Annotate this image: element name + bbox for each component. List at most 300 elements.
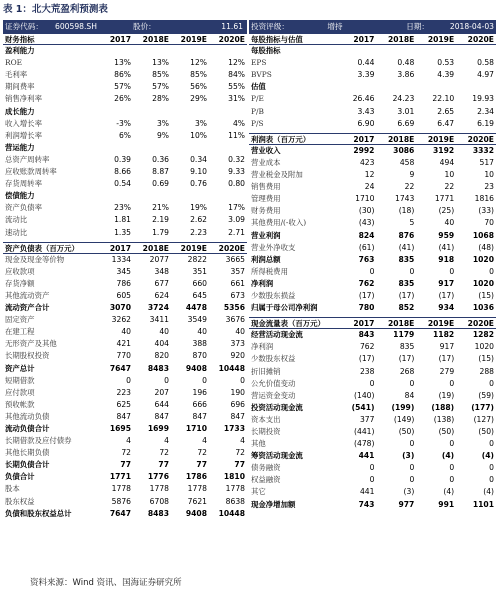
value-cell: 870 <box>192 351 207 361</box>
value-cell: 1743 <box>394 194 415 204</box>
row-label: 短期借款 <box>5 375 35 385</box>
value-cell: (3) <box>403 487 415 497</box>
value-cell: 72 <box>197 448 207 458</box>
table-row <box>249 390 496 402</box>
table-row <box>3 459 247 471</box>
row-label: 长期投资 <box>251 427 281 436</box>
value-cell: 1020 <box>474 342 494 352</box>
value-cell: 1710 <box>185 424 207 433</box>
report-title: 表 1：北大荒盈利预测表 <box>3 4 108 15</box>
value-cell: 77 <box>196 460 207 470</box>
value-cell: (17) <box>398 290 415 300</box>
value-cell: 6.19 <box>477 118 494 128</box>
value-cell: 10448 <box>218 363 245 373</box>
value-cell: 6.69 <box>397 118 415 128</box>
value-cell: 22 <box>404 182 415 192</box>
row-label: 所得税费用 <box>251 266 288 276</box>
value-cell: 9408 <box>185 363 207 373</box>
value-cell: 4% <box>232 118 245 128</box>
value-cell: 991 <box>438 499 455 509</box>
value-cell: 388 <box>192 339 207 349</box>
value-cell: 0 <box>449 439 455 449</box>
row-label: 每股指标与估值 <box>251 35 303 44</box>
row-label: 盈利能力 <box>5 46 35 56</box>
value-cell <box>133 106 171 118</box>
value-cell: (61) <box>358 242 375 252</box>
value-cell: 1816 <box>474 194 494 204</box>
value-cell: 3% <box>194 118 207 128</box>
row-label: 其他费用/(-收入) <box>251 218 307 228</box>
value-cell: 2017 <box>109 243 131 253</box>
table-row <box>3 314 247 326</box>
row-label: 其他流动负债 <box>5 411 50 421</box>
table-row <box>249 242 496 254</box>
value-cell: 26.46 <box>352 94 375 104</box>
value-cell: 0.34 <box>190 154 207 164</box>
value-cell: 441 <box>358 451 375 461</box>
value-cell: 9.10 <box>190 167 207 177</box>
table-row <box>249 329 496 341</box>
value-cell: 677 <box>154 278 169 288</box>
value-cell: (19) <box>438 390 455 400</box>
table-row <box>3 375 247 387</box>
value-cell <box>171 190 209 202</box>
value-cell: 458 <box>399 157 415 167</box>
value-cell: 345 <box>116 266 131 276</box>
table-row <box>249 499 496 511</box>
row-label: 总资产周转率 <box>5 154 50 164</box>
value-cell: 2018E <box>387 134 415 144</box>
value-cell: 1699 <box>147 424 169 433</box>
value-cell: 1778 <box>187 484 207 494</box>
value-cell: (50) <box>438 427 455 436</box>
value-cell: 2020E <box>467 35 494 44</box>
value-cell: 3.39 <box>357 70 375 80</box>
value-cell: (4) <box>483 487 494 497</box>
value-cell: 2020E <box>218 243 245 253</box>
rating-label: 投资评级： <box>251 22 289 31</box>
table-group-label <box>3 106 247 118</box>
financial-indicators-panel <box>3 20 247 520</box>
value-cell: 72 <box>121 448 131 458</box>
value-cell: 0.54 <box>114 179 131 189</box>
table-row <box>249 402 496 414</box>
table-row <box>249 157 496 169</box>
row-label: 股东权益 <box>5 496 35 506</box>
value-cell: 2822 <box>187 254 207 264</box>
row-label: 流动负债合计 <box>5 424 50 433</box>
value-cell: 770 <box>116 351 131 361</box>
table-row <box>249 118 496 130</box>
value-cell: 0.36 <box>152 154 169 164</box>
table-row <box>249 353 496 365</box>
table-row <box>3 338 247 350</box>
value-cell: 77 <box>120 460 131 470</box>
row-label: 净利润 <box>251 278 274 288</box>
row-label: 其他流动资产 <box>5 290 50 300</box>
value-cell: -3% <box>116 118 131 128</box>
row-label: 应收款项 <box>5 266 35 276</box>
row-label: P/B <box>251 106 264 116</box>
value-cell: 1020 <box>472 278 494 288</box>
value-cell: 56% <box>190 82 207 92</box>
value-cell: 3192 <box>433 145 455 155</box>
value-cell: 824 <box>358 230 375 240</box>
table-row <box>249 426 496 438</box>
value-cell: 2019E <box>427 134 455 144</box>
value-cell: 696 <box>230 399 245 409</box>
value-cell: 917 <box>439 342 455 352</box>
price-value: 11.61 <box>221 22 243 31</box>
value-cell: 5356 <box>223 303 245 313</box>
value-cell: 8483 <box>147 363 169 373</box>
value-cell: (127) <box>473 414 494 424</box>
value-cell: 876 <box>398 230 415 240</box>
table-section-header <box>249 317 496 329</box>
value-cell: 2.19 <box>152 215 169 225</box>
value-cell: 7647 <box>109 363 131 373</box>
value-cell: 10448 <box>218 508 245 518</box>
table-row <box>249 462 496 474</box>
table-row <box>3 154 247 166</box>
row-label: 资产负债率 <box>5 203 42 213</box>
value-cell: 84 <box>404 390 415 400</box>
row-label: 资产负债表（百万元） <box>5 243 79 253</box>
value-cell: 72 <box>235 448 245 458</box>
row-label: 存货净额 <box>5 278 35 288</box>
value-cell: 0 <box>369 475 375 485</box>
value-cell: 377 <box>359 414 375 424</box>
value-cell: 2017 <box>353 134 375 144</box>
value-cell: 1778 <box>111 484 131 494</box>
value-cell: 6.47 <box>437 118 455 128</box>
right-table <box>249 33 496 511</box>
value-cell: (149) <box>393 414 415 424</box>
row-label: 毛利率 <box>5 70 28 80</box>
value-cell: 85% <box>190 70 207 80</box>
value-cell: 2017 <box>353 319 375 329</box>
value-cell: (188) <box>431 402 455 412</box>
value-cell: (50) <box>478 427 494 436</box>
value-cell: 0.80 <box>228 179 245 189</box>
table-section-header <box>3 33 247 45</box>
value-cell: 40 <box>444 218 455 228</box>
value-cell: 847 <box>154 411 169 421</box>
value-cell: 1.35 <box>114 227 131 237</box>
value-cell: 22 <box>444 182 455 192</box>
value-cell: 852 <box>398 303 415 313</box>
value-cell: 2.23 <box>190 227 207 237</box>
value-cell: 1179 <box>393 330 415 340</box>
table-row <box>249 290 496 302</box>
value-cell: 1020 <box>472 254 494 264</box>
value-cell: 0 <box>489 266 494 276</box>
value-cell: 660 <box>192 278 207 288</box>
value-cell: 12% <box>190 58 207 68</box>
row-label: 长期负债合计 <box>5 460 50 470</box>
value-cell: (48) <box>478 242 494 252</box>
value-cell: 762 <box>359 342 375 352</box>
row-label: 营业收入 <box>251 145 281 155</box>
table-row <box>3 471 247 483</box>
value-cell: 40 <box>235 327 245 337</box>
row-label: 速动比 <box>5 227 28 237</box>
value-cell: 0 <box>489 463 494 473</box>
value-cell <box>133 45 171 57</box>
table-row <box>249 69 496 81</box>
row-label: 其它 <box>251 487 266 497</box>
value-cell: 605 <box>116 290 131 300</box>
value-cell: 86% <box>114 70 131 80</box>
value-cell: 1695 <box>109 424 131 433</box>
table-row <box>249 450 496 462</box>
row-label: 预收帐款 <box>5 399 35 409</box>
row-label: 流动比 <box>5 215 28 225</box>
source-footnote: 资料来源：Wind 资讯、国海证券研究所 <box>30 578 182 588</box>
value-cell: (25) <box>438 206 455 216</box>
value-cell: 9 <box>409 170 415 180</box>
value-cell <box>95 45 133 57</box>
table-row <box>3 483 247 495</box>
value-cell: 17% <box>228 203 245 213</box>
table-row <box>249 366 496 378</box>
value-cell: 12% <box>228 58 245 68</box>
value-cell: 57% <box>152 82 169 92</box>
value-cell: (3) <box>402 451 415 461</box>
value-cell: 3.43 <box>357 106 375 116</box>
value-cell: 920 <box>230 351 245 361</box>
row-label: 筹资活动现金流 <box>251 451 303 461</box>
value-cell: 57% <box>114 82 131 92</box>
value-cell: 8.87 <box>152 167 169 177</box>
value-cell: 2077 <box>149 254 169 264</box>
row-label: 现金净增加额 <box>251 499 296 509</box>
row-label: 股本 <box>5 484 20 494</box>
table-row <box>3 178 247 190</box>
table-group-label <box>3 45 247 57</box>
table-row <box>249 254 496 266</box>
value-cell: 8638 <box>225 496 245 506</box>
value-cell: 19% <box>190 203 207 213</box>
date-value: 2018-04-03 <box>449 22 494 31</box>
table-row <box>249 302 496 314</box>
value-cell: 357 <box>230 266 245 276</box>
row-label: 在建工程 <box>5 327 35 337</box>
value-cell: 190 <box>230 387 245 397</box>
value-cell: 8.66 <box>114 167 131 177</box>
row-label: 营业成本 <box>251 157 281 167</box>
value-cell: 5876 <box>111 496 131 506</box>
value-cell: 84% <box>228 70 245 80</box>
value-cell <box>209 190 247 202</box>
value-cell: 1776 <box>147 472 169 482</box>
row-label: 资本支出 <box>251 414 281 424</box>
row-label: 债务融资 <box>251 463 281 473</box>
value-cell: 4 <box>126 436 131 446</box>
value-cell: 847 <box>116 411 131 421</box>
value-cell: 7621 <box>187 496 207 506</box>
value-cell: 0 <box>489 475 494 485</box>
table-row <box>249 106 496 118</box>
value-cell: 12 <box>364 170 375 180</box>
value-cell: 2018E <box>387 35 415 44</box>
value-cell: 0 <box>164 375 169 385</box>
value-cell: 441 <box>359 487 375 497</box>
value-cell: 19.93 <box>472 94 494 104</box>
value-cell: (33) <box>478 206 494 216</box>
value-cell: 0 <box>369 266 375 276</box>
table-row <box>3 214 247 226</box>
value-cell: 4 <box>240 436 245 446</box>
row-label: P/S <box>251 118 264 128</box>
row-label: 存货周转率 <box>5 179 42 189</box>
value-cell: 3070 <box>109 303 131 313</box>
value-cell <box>133 142 171 154</box>
table-row <box>3 302 247 314</box>
value-cell: 0.39 <box>114 154 131 164</box>
row-label: 营业外净收支 <box>251 242 296 252</box>
value-cell: 0 <box>409 463 415 473</box>
value-cell: 843 <box>358 330 375 340</box>
date-label: 日期： <box>406 22 429 31</box>
value-cell: 9% <box>156 130 169 140</box>
table-row <box>3 399 247 411</box>
row-label: 投资活动现金流 <box>251 402 303 412</box>
value-cell: (140) <box>354 390 375 400</box>
value-cell: (4) <box>441 451 455 461</box>
table-row <box>3 326 247 338</box>
value-cell: 2.34 <box>477 106 494 116</box>
value-cell <box>209 45 247 57</box>
value-cell: 0 <box>126 375 131 385</box>
value-cell: 13% <box>114 58 131 68</box>
value-cell: (43) <box>358 218 375 228</box>
row-label: 长期股权投资 <box>5 351 50 361</box>
value-cell: (15) <box>478 290 494 300</box>
value-cell: 2019E <box>180 243 207 253</box>
value-cell: 23 <box>484 182 494 192</box>
value-cell: 1810 <box>223 472 245 482</box>
table-row <box>3 350 247 362</box>
value-cell: 288 <box>479 366 494 376</box>
row-label: 销售费用 <box>251 182 281 192</box>
value-cell: 3.86 <box>397 70 415 80</box>
value-cell <box>337 45 377 57</box>
value-cell: 0 <box>449 475 455 485</box>
value-cell: 661 <box>230 278 245 288</box>
row-label: 每股指标 <box>251 46 281 56</box>
row-label: 归属于母公司净利润 <box>251 303 318 313</box>
value-cell: 0 <box>449 378 455 388</box>
value-cell: (4) <box>481 451 494 461</box>
table-row <box>3 435 247 447</box>
value-cell: 666 <box>192 399 207 409</box>
value-cell <box>376 81 416 93</box>
value-cell: 373 <box>230 339 245 349</box>
value-cell: 0.69 <box>152 179 169 189</box>
value-cell: (199) <box>391 402 415 412</box>
value-cell: 1786 <box>185 472 207 482</box>
value-cell: 223 <box>116 387 131 397</box>
value-cell: 0 <box>369 378 375 388</box>
left-table <box>3 33 247 520</box>
value-cell: 2992 <box>353 145 375 155</box>
value-cell: 2.62 <box>190 215 207 225</box>
value-cell: 0 <box>202 375 207 385</box>
value-cell <box>95 106 133 118</box>
value-cell: 1771 <box>434 194 455 204</box>
value-cell: 1778 <box>149 484 169 494</box>
row-label: 管理费用 <box>251 194 281 204</box>
table-row <box>3 69 247 81</box>
table-row <box>249 169 496 181</box>
value-cell <box>416 45 456 57</box>
value-cell: 780 <box>358 303 375 313</box>
row-label: 收入增长率 <box>5 118 42 128</box>
table-group-label <box>249 81 496 93</box>
value-cell: 40 <box>121 327 131 337</box>
value-cell: (17) <box>438 290 455 300</box>
value-cell: 13% <box>152 58 169 68</box>
value-cell: 0 <box>489 439 494 449</box>
value-cell: 1.79 <box>152 227 169 237</box>
value-cell <box>209 106 247 118</box>
row-label: 现金流量表（百万元） <box>251 319 325 329</box>
value-cell <box>171 45 209 57</box>
value-cell: 8483 <box>147 508 169 518</box>
table-row <box>249 486 496 498</box>
row-label: 偿债能力 <box>5 191 35 201</box>
table-row <box>249 378 496 390</box>
table-row <box>249 193 496 205</box>
value-cell: 28% <box>152 94 169 104</box>
right-header-bar <box>249 20 496 33</box>
value-cell: 2.71 <box>228 227 245 237</box>
value-cell <box>416 81 456 93</box>
table-row <box>3 57 247 69</box>
value-cell: 2018E <box>142 35 169 44</box>
value-cell: 0.76 <box>190 179 207 189</box>
value-cell: (17) <box>358 290 375 300</box>
value-cell: 77 <box>234 460 245 470</box>
table-section-header <box>249 33 496 45</box>
value-cell <box>171 142 209 154</box>
value-cell: 85% <box>152 70 169 80</box>
price-label: 股价： <box>133 22 156 31</box>
value-cell: 9408 <box>185 508 207 518</box>
value-cell: 3724 <box>147 303 169 313</box>
row-label: 利润表（百万元） <box>251 134 311 144</box>
value-cell: 4 <box>202 436 207 446</box>
value-cell: 4.39 <box>437 70 455 80</box>
value-cell: 26% <box>114 94 131 104</box>
value-cell: 762 <box>358 278 375 288</box>
value-cell: 5 <box>409 218 415 228</box>
value-cell: 1771 <box>109 472 131 482</box>
value-cell: (441) <box>354 427 375 436</box>
left-header-bar <box>3 20 247 33</box>
value-cell: 2020E <box>467 319 494 329</box>
row-label: 利润增长率 <box>5 130 42 140</box>
value-cell: (138) <box>433 414 455 424</box>
value-cell: 29% <box>190 94 207 104</box>
value-cell: 4.97 <box>477 70 494 80</box>
value-cell: 0 <box>449 266 455 276</box>
value-cell: 7647 <box>109 508 131 518</box>
table-row <box>3 93 247 105</box>
row-label: 负债和股东权益总计 <box>5 508 72 518</box>
value-cell <box>209 142 247 154</box>
